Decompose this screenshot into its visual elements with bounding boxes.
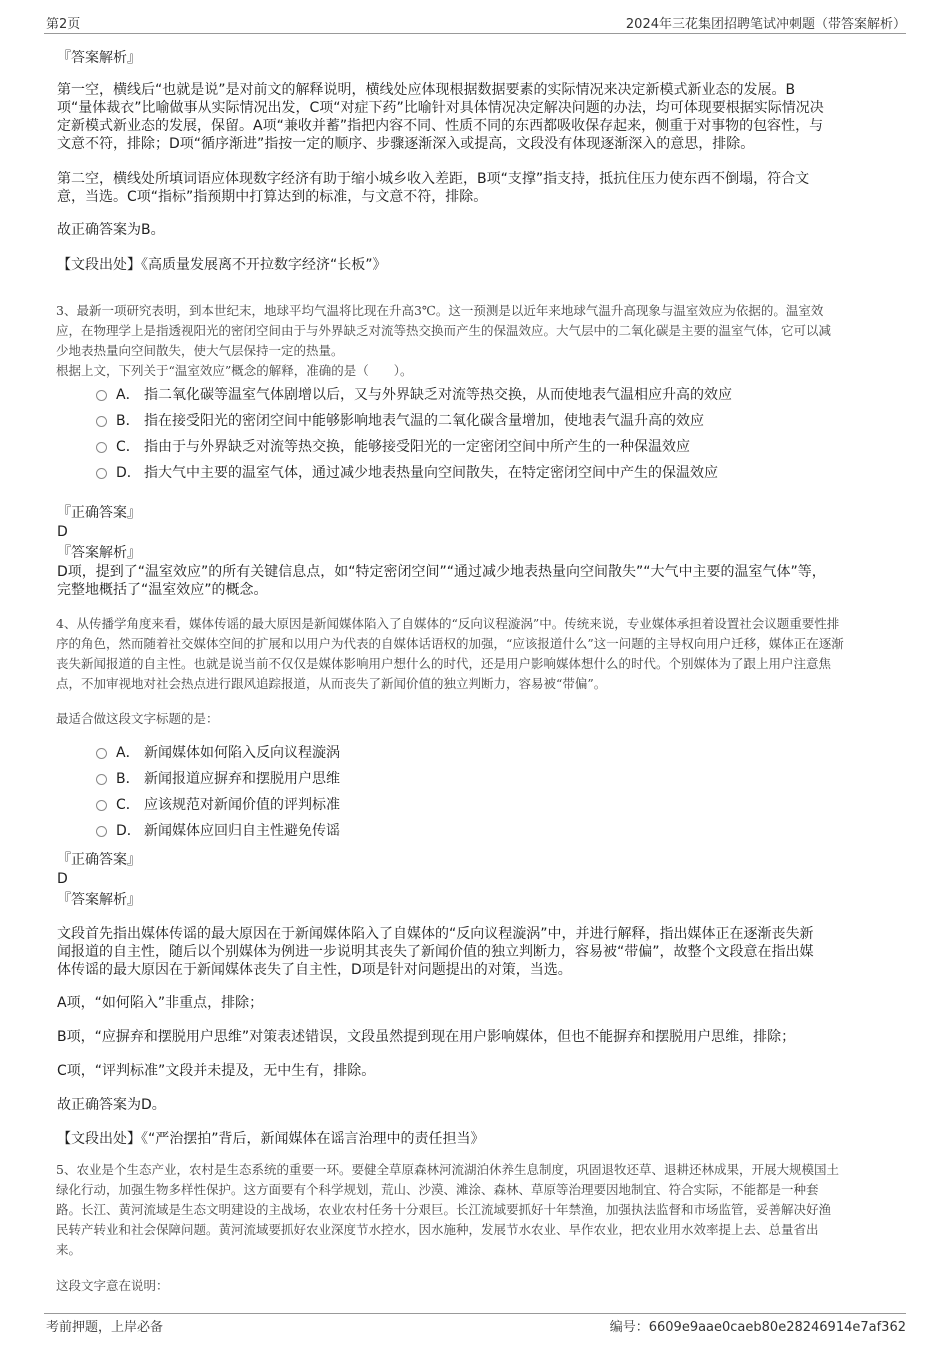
q3-question: 根据上文，下列关于“温室效应”概念的解释，准确的是（ ）。 [56,363,413,378]
q4-option-d[interactable] [96,820,896,842]
q3-analysis-line1: D项，提到了“温室效应”的所有关键信息点，如“特定密闭空间”“通过减少地表热量向空间散失”“大气中主要的温室气体”等， [57,564,826,580]
q2-analysis-p2-line1: 第二空，横线处所填词语应体现数字经济有助于缩小城乡收入差距，B项“支撑”指支持，抵抗住压力使东西不倒塌，符合文 [57,171,810,187]
q2-analysis-p1-line2: 项“量体裁衣”比喻做事从实际情况出发，C项“对症下药”比喻针对具体情况决定解决问题的办法，均可体现要根据实际情况决 [57,100,824,116]
q4-option-b[interactable] [96,768,896,790]
page-header [44,10,906,34]
option-text: 新闻媒体应回归自主性避免传谣 [144,823,340,839]
q3-stem-line3: 少地表热量向空间散失，使大气层保持一定的热量。 [56,343,344,358]
footer-code: 编号：6609e9aae0caeb80e28246914e7af362 [609,1320,906,1335]
radio-button[interactable] [96,390,107,401]
q4-source: 【文段出处】《“严治摆拍”背后，新闻媒体在谣言治理中的责任担当》 [57,1131,485,1147]
page-footer [44,1313,906,1335]
radio-button[interactable] [96,468,107,479]
q4-analysis-c-note: C项，“评判标准”文段并未提及，无中生有，排除。 [57,1063,376,1079]
q4-option-a[interactable] [96,742,896,764]
option-text: 新闻报道应摒弃和摆脱用户思维 [144,771,340,787]
q5-stem-line2: 绿化行动，加强生物多样性保护。这方面要有个科学规划，荒山、沙漠、滩涂、森林、草原等治理要因地制宜、符合实际，不能都是一种套 [56,1182,819,1197]
q2-analysis-p1-line3: 定新模式新业态的发展，保留。A项“兼收并蓄”指把内容不同、性质不同的东西都吸收保存起来，侧重于对事物的包容性，与 [57,118,824,134]
radio-button[interactable] [96,774,107,785]
q5-stem-line5: 来。 [56,1242,82,1257]
q2-analysis-p1-line4: 文意不符，排除；D项“循序渐进”指按一定的顺序、步骤逐渐深入或提高，文段没有体现逐渐深入的意思，排除。 [57,136,755,152]
option-text: 应该规范对新闻价值的评判标准 [144,797,340,813]
option-letter: C． [116,439,140,455]
option-letter: B． [116,771,140,787]
q4-answer-label: 『正确答案』 [57,852,141,868]
q4-stem-line4: 点，不加审视地对社会热点进行跟风追踪报道，从而丧失了新闻价值的独立判断力，容易被“带偏”。 [56,676,607,691]
q5-question: 这段文字意在说明： [56,1278,169,1293]
q2-conclusion: 故正确答案为B。 [57,222,165,238]
q3-option-c[interactable] [96,436,896,458]
q4-analysis-p1-line1: 文段首先指出媒体传谣的最大原因在于新闻媒体陷入了自媒体的“反向议程漩涡”中，并进行解释，指出媒体正在逐渐丧失新 [57,926,814,942]
option-text: 指二氧化碳等温室气体剧增以后，又与外界缺乏对流等热交换，从而使地表气温相应升高的效应 [144,387,732,403]
q3-answer-label: 『正确答案』 [57,505,141,521]
q5-stem-line1: 5、农业是个生态产业，农村是生态系统的重要一环。要健全草原森林河流湖泊休养生息制度，巩固退牧还草、退耕还林成果，开展大规模国土 [56,1162,839,1177]
q5-stem-line4: 民转产转业和社会保障问题。黄河流域要抓好农业深度节水控水，因水施种，发展节水农业、旱作农业，把农业用水效率提上去、总量省出 [56,1222,819,1237]
radio-button[interactable] [96,826,107,837]
q3-stem-line2: 应，在物理学上是指透视阳光的密闭空间由于与外界缺乏对流等热交换而产生的保温效应。大气层中的二氧化碳是主要的温室气体，它可以减 [56,323,832,338]
option-text: 指在接受阳光的密闭空间中能够影响地表气温的二氧化碳含量增加，使地表气温升高的效应 [144,413,704,429]
q4-analysis-p1-line2: 闻报道的自主性，随后以个别媒体为例进一步说明其丧失了新闻价值的独立判断力，容易被“带偏”，故整个文段意在指出媒 [57,944,814,960]
option-text: 指大气中主要的温室气体，通过减少地表热量向空间散失，在特定密闭空间中产生的保温效应 [144,465,718,481]
q4-analysis-p1-line3: 体传谣的最大原因在于新闻媒体丧失了自主性，D项是针对问题提出的对策，当选。 [57,962,572,978]
q4-stem-line1: 4、从传播学角度来看，媒体传谣的最大原因是新闻媒体陷入了自媒体的“反向议程漩涡”中。传统来说，专业媒体承担着设置社会议题重要性排 [56,616,840,631]
q4-analysis-label: 『答案解析』 [57,892,141,908]
q2-analysis-p1-line1: 第一空，横线后“也就是说”是对前文的解释说明，横线处应体现根据数据要素的实际情况来决定新模式新业态的发展。B [57,82,796,98]
q3-option-b[interactable] [96,410,896,432]
q4-stem-line3: 丧失新闻报道的自主性。也就是说当前不仅仅是媒体影响用户想什么的时代，还是用户影响媒体想什么的时代。个别媒体为了跟上用户注意焦 [56,656,832,671]
q3-analysis-label: 『答案解析』 [57,545,141,561]
q4-question: 最适合做这段文字标题的是： [56,711,219,726]
option-letter: D． [116,465,141,481]
q2-analysis-p2-line2: 意，当选。C项“指标”指预期中打算达到的标准，与文意不符，排除。 [57,189,488,205]
q2-source: 【文段出处】《高质量发展离不开拉数字经济“长板”》 [57,257,387,273]
option-letter: B． [116,413,140,429]
option-letter: D． [116,823,141,839]
q3-analysis-line2: 完整地概括了“温室效应”的概念。 [57,582,268,598]
radio-button[interactable] [96,748,107,759]
q3-answer: D [57,524,68,540]
q3-stem-line1: 3、最新一项研究表明，到本世纪末，地球平均气温将比现在升高3℃。这一预测是以近年来地球气温升高现象与温室效应为依据的。温室效 [56,303,824,318]
q4-stem-line2: 序的角色，然而随着社交媒体空间的扩展和以用户为代表的自媒体话语权的加强，“应该报道什么”这一问题的主导权向用户迁移，媒体正在逐渐 [56,636,844,651]
radio-button[interactable] [96,442,107,453]
radio-button[interactable] [96,416,107,427]
option-text: 指由于与外界缺乏对流等热交换，能够接受阳光的一定密闭空间中所产生的一种保温效应 [144,439,690,455]
q4-analysis-b-note: B项，“应摒弃和摆脱用户思维”对策表述错误，文段虽然提到现在用户影响媒体，但也不能摒弃和摆脱用户思维，排除； [57,1029,796,1045]
q5-stem-line3: 路。长江、黄河流域是生态文明建设的主战场，农业农村任务十分艰巨。长江流域要抓好十年禁渔，加强执法监督和市场监管，妥善解决好渔 [56,1202,832,1217]
q4-conclusion: 故正确答案为D。 [57,1097,166,1113]
page-number: 第2页 [46,17,81,32]
q2-analysis-label: 『答案解析』 [57,50,141,66]
radio-button[interactable] [96,800,107,811]
footer-motto: 考前押题，上岸必备 [46,1320,164,1335]
option-letter: C． [116,797,140,813]
option-letter: A． [116,387,140,403]
q4-analysis-a-note: A项，“如何陷入”非重点，排除； [57,995,264,1011]
option-letter: A． [116,745,140,761]
q4-answer: D [57,871,68,887]
q3-option-a[interactable] [96,384,896,406]
q4-option-c[interactable] [96,794,896,816]
option-text: 新闻媒体如何陷入反向议程漩涡 [144,745,340,761]
document-title: 2024年三花集团招聘笔试冲刺题（带答案解析） [625,17,906,32]
q3-option-d[interactable] [96,462,896,484]
